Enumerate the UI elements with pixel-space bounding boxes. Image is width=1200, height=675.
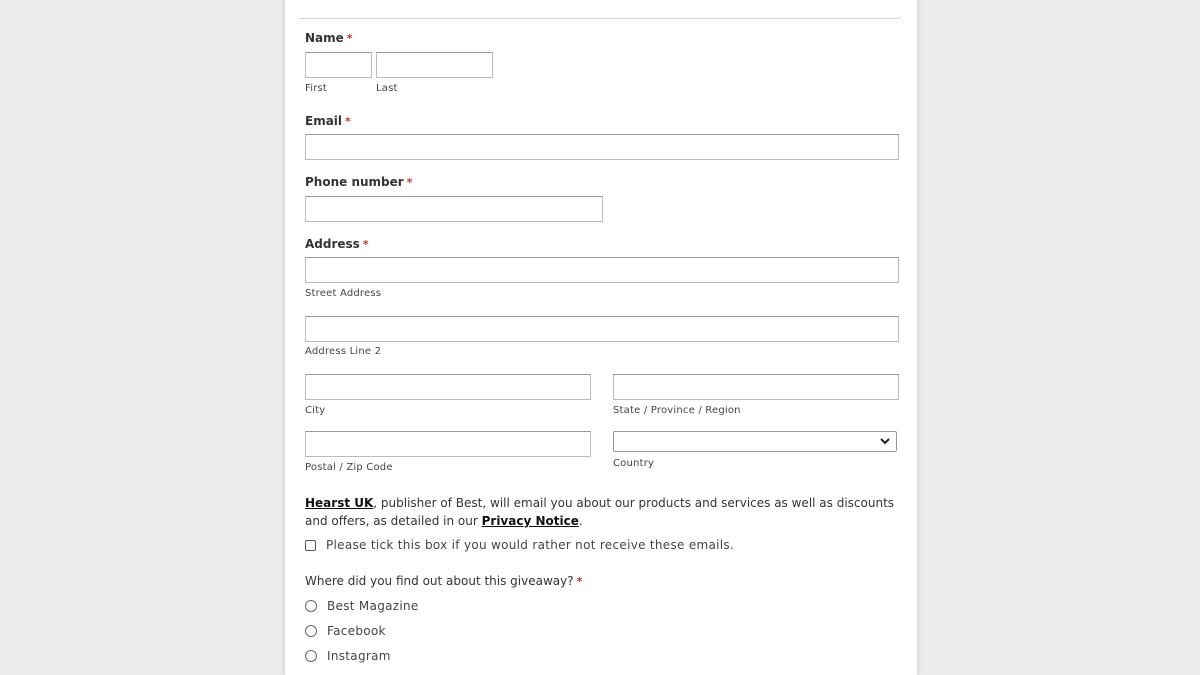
giveaway-form-card: [284, 0, 918, 675]
country-sublabel: Country: [613, 458, 655, 469]
phone-input[interactable]: [305, 196, 603, 222]
phone-label-text: Phone number: [305, 175, 404, 189]
address-line2-sublabel: Address Line 2: [305, 346, 382, 357]
required-marker: *: [406, 176, 413, 189]
source-question-label: [305, 574, 582, 588]
required-marker: *: [576, 575, 583, 588]
radio-button[interactable]: [305, 600, 317, 612]
source-option-label: Instagram: [327, 649, 391, 663]
email-label-text: Email: [305, 114, 343, 128]
source-question-text: Where did you find out about this giveaway?: [305, 574, 574, 588]
address-label: [305, 237, 369, 251]
name-label: [305, 31, 353, 45]
phone-label: [305, 175, 412, 189]
source-option-label: Best Magazine: [327, 599, 419, 613]
email-optout-label: Please tick this box if you would rather not receive these emails.: [326, 538, 735, 552]
country-select[interactable]: [613, 431, 897, 452]
source-option-best-magazine[interactable]: [305, 597, 419, 615]
marketing-consent-text: [305, 494, 905, 530]
required-marker: *: [345, 115, 351, 128]
city-sublabel: City: [305, 405, 326, 416]
state-sublabel: State / Province / Region: [613, 405, 741, 416]
last-name-sublabel: Last: [376, 83, 398, 94]
hearst-uk-link[interactable]: Hearst UK: [305, 496, 374, 510]
state-input[interactable]: [613, 374, 899, 400]
required-marker: *: [362, 238, 369, 251]
top-divider: [300, 18, 900, 19]
street-address-sublabel: Street Address: [305, 288, 382, 299]
city-input[interactable]: [305, 374, 591, 400]
address-label-text: Address: [305, 237, 360, 251]
chevron-down-icon: [879, 433, 891, 449]
source-option-label: Facebook: [327, 624, 386, 638]
address-line2-input[interactable]: [305, 316, 899, 342]
email-label: [305, 114, 351, 128]
consent-text-part2: .: [578, 514, 583, 528]
consent-text-part1: , publisher of Best, will email you about our products and services as well as discounts and offers, as detailed in our: [305, 496, 895, 528]
privacy-notice-link[interactable]: Privacy Notice: [481, 514, 579, 528]
postal-code-input[interactable]: [305, 431, 591, 457]
street-address-input[interactable]: [305, 257, 899, 283]
required-marker: *: [346, 32, 353, 45]
radio-button[interactable]: [305, 650, 317, 662]
email-optout-checkbox[interactable]: [305, 540, 316, 551]
name-label-text: Name: [305, 31, 344, 45]
postal-code-sublabel: Postal / Zip Code: [305, 462, 393, 473]
last-name-input[interactable]: [376, 52, 493, 78]
source-option-instagram[interactable]: [305, 647, 391, 665]
first-name-input[interactable]: [305, 52, 372, 78]
source-option-facebook[interactable]: [305, 622, 386, 640]
first-name-sublabel: First: [305, 83, 328, 94]
radio-button[interactable]: [305, 625, 317, 637]
email-optout-option[interactable]: [305, 536, 734, 554]
email-input[interactable]: [305, 134, 899, 160]
